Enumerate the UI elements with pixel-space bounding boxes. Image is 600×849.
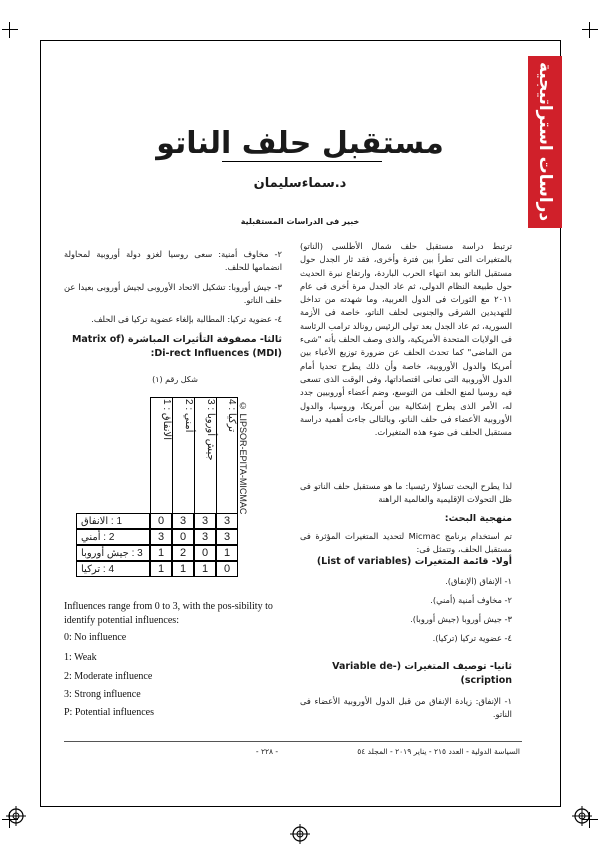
matrix-cell: 1 <box>194 561 216 577</box>
crop-mark <box>582 22 598 38</box>
variables-heading: أولا- قائمة المتغيرات (List of variables) <box>316 556 512 567</box>
matrix-header-top-border <box>150 397 238 398</box>
list-item: ٢- مخاوف أمنية (أمني). <box>430 595 512 605</box>
intro-text: ترتبط دراسة مستقبل حلف شمال الأطلسى (الناتو) بالمتغيرات التى تطرأ بين فترة وأخرى، فقد ثار الجدل حول مستقبل الناتو بعد انتهاء الحرب الباردة، وارتفاع نبرة الحديث حول طبيعة النظام الدولى، ثم عاد الجدل مرة أخرى فى عام ٢٠١١ مع الثورات فى الدول العربية، وما شهدته من تداخل للتهديدين الشرقى والجنوبى لحلف الناتو، خاصة فى الأزمة السورية، ثم عاد الجدل بعد تولى الرئيس رونالد ترامب الرئاسة فى الولايات المتحدة الأمريكية، والذى وصف الحلف بأنه "شىء من الماضى" كما تحدث الحلف عن ضرورة توزيع الأعباء بين أمريكا والدول الأوروبية، خاصة وأن ذلك يطرح تحديا أمام الدول الأوروبية التى تعانى اقتصاداتها، وفى الوقت الذى تسعى فيه روسيا لمنع الحلف من التوسع، وضم أعضاء أوروبيين جدد له، الأمر الذى يطرح إشكالية بين أمريكا، وروسيا، والدول الأوروبية الأعضاء فى حلف الناتو، وبالتالى جاءت أهمية دراسة مستقبل الحلف فى ضوء هذه المتغيرات. <box>300 241 512 438</box>
matrix-cell: 1 <box>216 545 238 561</box>
registration-mark-icon <box>6 806 26 826</box>
description-paragraph <box>300 695 512 722</box>
matrix-column-header: 3 : جيش أوروبا <box>194 397 216 513</box>
legend-item: P: Potential influences <box>64 707 154 718</box>
crop-mark <box>2 22 18 38</box>
left-items <box>64 248 282 326</box>
matrix-cell: 2 <box>172 545 194 561</box>
description-text: ١- الإنفاق: زيادة الإنفاق من قبل الدول الأوروبية الأعضاء فى الناتو. <box>300 696 512 720</box>
legend-item: 1: Weak <box>64 652 97 663</box>
page-number: - ٢٢٨ - <box>255 747 279 756</box>
matrix-cell: 0 <box>150 513 172 529</box>
title-divider <box>222 161 382 162</box>
matrix-column-header: 2 : أمني <box>172 397 194 513</box>
list-item: ١- الإنفاق (الإنفاق). <box>445 576 512 586</box>
list-item: ٣- جيش أوروبا (جيش أوروبا). <box>410 614 512 624</box>
methodology-heading: منهجية البحث: <box>444 513 512 524</box>
list-item: ٣- جيش أوروبا: تشكيل الاتحاد الأوروبى لجيش أوروبى بعيدا عن حلف الناتو. <box>64 281 282 305</box>
matrix-cell: 3 <box>150 529 172 545</box>
methodology-paragraph <box>300 530 512 557</box>
matrix-cell: 0 <box>216 561 238 577</box>
figure-caption: شكل رقم (١) <box>152 375 198 384</box>
matrix-row-label: 1 : الانفاق <box>76 513 150 529</box>
intro-paragraph <box>300 240 512 439</box>
legend-item: 0: No influence <box>64 632 127 643</box>
list-item: ٢- مخاوف أمنية: سعى روسيا لغزو دولة أوروبية لمحاولة انضمامها للحلف. <box>64 249 282 273</box>
matrix-cell: 1 <box>150 561 172 577</box>
registration-mark-icon <box>572 806 592 826</box>
footer-divider <box>64 741 522 742</box>
matrix-cell: 1 <box>172 561 194 577</box>
matrix-cell: 3 <box>216 513 238 529</box>
author-title: خبير فى الدراسات المستقبلية <box>240 217 360 226</box>
matrix-cell: 3 <box>194 513 216 529</box>
matrix-column-header: 4 : تركيا <box>216 397 238 513</box>
matrix-cell: 3 <box>216 529 238 545</box>
author-name: د.سماءسليمان <box>253 176 347 191</box>
variables-list <box>300 572 512 648</box>
mdi-heading: ثالثا- مصفوفة التأثيرات المباشرة (Matrix of Di-rect Influences (MDI): <box>71 334 282 359</box>
legend-item: 2: Moderate influence <box>64 671 153 682</box>
list-item: ٤- عضوية تركيا (تركيا). <box>432 633 512 643</box>
matrix-cell: 3 <box>172 513 194 529</box>
legend-intro: Influences range from 0 to 3, with the pos-sibility to identify potential influences: <box>64 601 273 626</box>
matrix-column-header: 1 : الانفاق <box>150 397 172 513</box>
matrix-row-label: 2 : أمني <box>76 529 150 545</box>
question-paragraph <box>300 480 512 507</box>
footer-journal: السياسة الدولية - العدد ٢١٥ - يناير ٢٠١٩ - المجلد ٥٤ <box>357 747 520 756</box>
methodology-text: تم استخدام برنامج Micmac لتحديد المتغيرات المؤثرة فى مستقبل الحلف، وتتمثل فى: <box>300 531 512 555</box>
matrix-cell: 0 <box>194 545 216 561</box>
list-item: ٤- عضوية تركيا: المطالبة بإلغاء عضوية تركيا فى الحلف. <box>91 314 282 325</box>
description-heading: ثانيا- توصيف المتغيرات (Variable de-scription) <box>332 661 512 686</box>
matrix-row-label: 4 : تركيا <box>76 561 150 577</box>
question-text: لذا يطرح البحث تساؤلا رئيسيا: ما هو مستقبل حلف الناتو فى ظل التحولات الإقليمية والعالمية الراهنة <box>300 481 512 505</box>
matrix-row-label: 3 : جيش أوروبا <box>76 545 150 561</box>
article-title: مستقبل حلف الناتو <box>156 126 444 161</box>
matrix-cell: 3 <box>194 529 216 545</box>
legend-item: 3: Strong influence <box>64 689 141 700</box>
registration-mark-icon <box>290 824 310 844</box>
matrix-cell: 0 <box>172 529 194 545</box>
matrix-cell: 1 <box>150 545 172 561</box>
section-label: دراسات استراتيجية <box>535 62 555 222</box>
matrix-watermark: © LIPSOR-EPITA-MICMAC <box>238 401 248 515</box>
